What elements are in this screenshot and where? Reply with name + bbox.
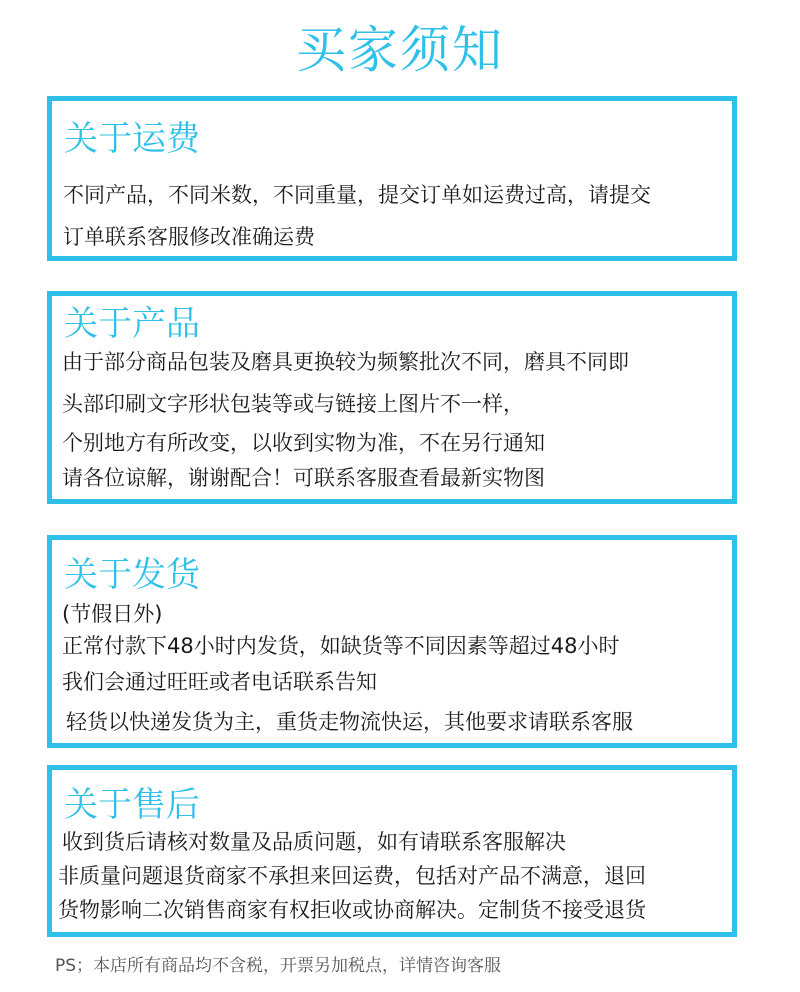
section-line: 轻货以快递发货为主，重货走物流快运，其他要求请联系客服 xyxy=(66,710,633,734)
section-heading: 关于产品 xyxy=(64,304,200,344)
section-line: 收到货后请核对数量及品质问题，如有请联系客服解决 xyxy=(62,830,566,854)
page-title: 买家须知 xyxy=(296,21,504,79)
after-sales-section xyxy=(47,765,737,937)
section-line: 头部印刷文字形状包装等或与链接上图片不一样， xyxy=(62,392,524,416)
section-line: 由于部分商品包装及磨具更换较为频繁批次不同，磨具不同即 xyxy=(62,350,629,374)
section-line: 个别地方有所改变，以收到实物为准，不在另行通知 xyxy=(62,431,545,455)
delivery-section xyxy=(47,535,737,748)
product-section xyxy=(47,291,737,504)
section-line: 请各位谅解，谢谢配合！可联系客服查看最新实物图 xyxy=(62,466,545,490)
section-line: 我们会通过旺旺或者电话联系告知 xyxy=(62,670,377,694)
section-heading: 关于售后 xyxy=(64,785,200,825)
footer-note: PS；本店所有商品均不含税，开票另加税点，详情咨询客服 xyxy=(55,956,502,976)
section-line: 非质量问题退货商家不承担来回运费，包括对产品不满意，退回 xyxy=(58,864,646,888)
section-line: 不同产品，不同米数，不同重量，提交订单如运费过高，请提交 xyxy=(63,183,651,207)
section-line: 订单联系客服修改准确运费 xyxy=(63,225,315,249)
section-line: (节假日外) xyxy=(62,602,163,626)
section-heading: 关于发货 xyxy=(64,555,200,595)
shipping-fee-section xyxy=(47,96,737,261)
section-line: 正常付款下48小时内发货，如缺货等不同因素等超过48小时 xyxy=(62,634,620,658)
section-line: 货物影响二次销售商家有权拒收或协商解决。定制货不接受退货 xyxy=(58,898,646,922)
section-heading: 关于运费 xyxy=(64,119,200,159)
